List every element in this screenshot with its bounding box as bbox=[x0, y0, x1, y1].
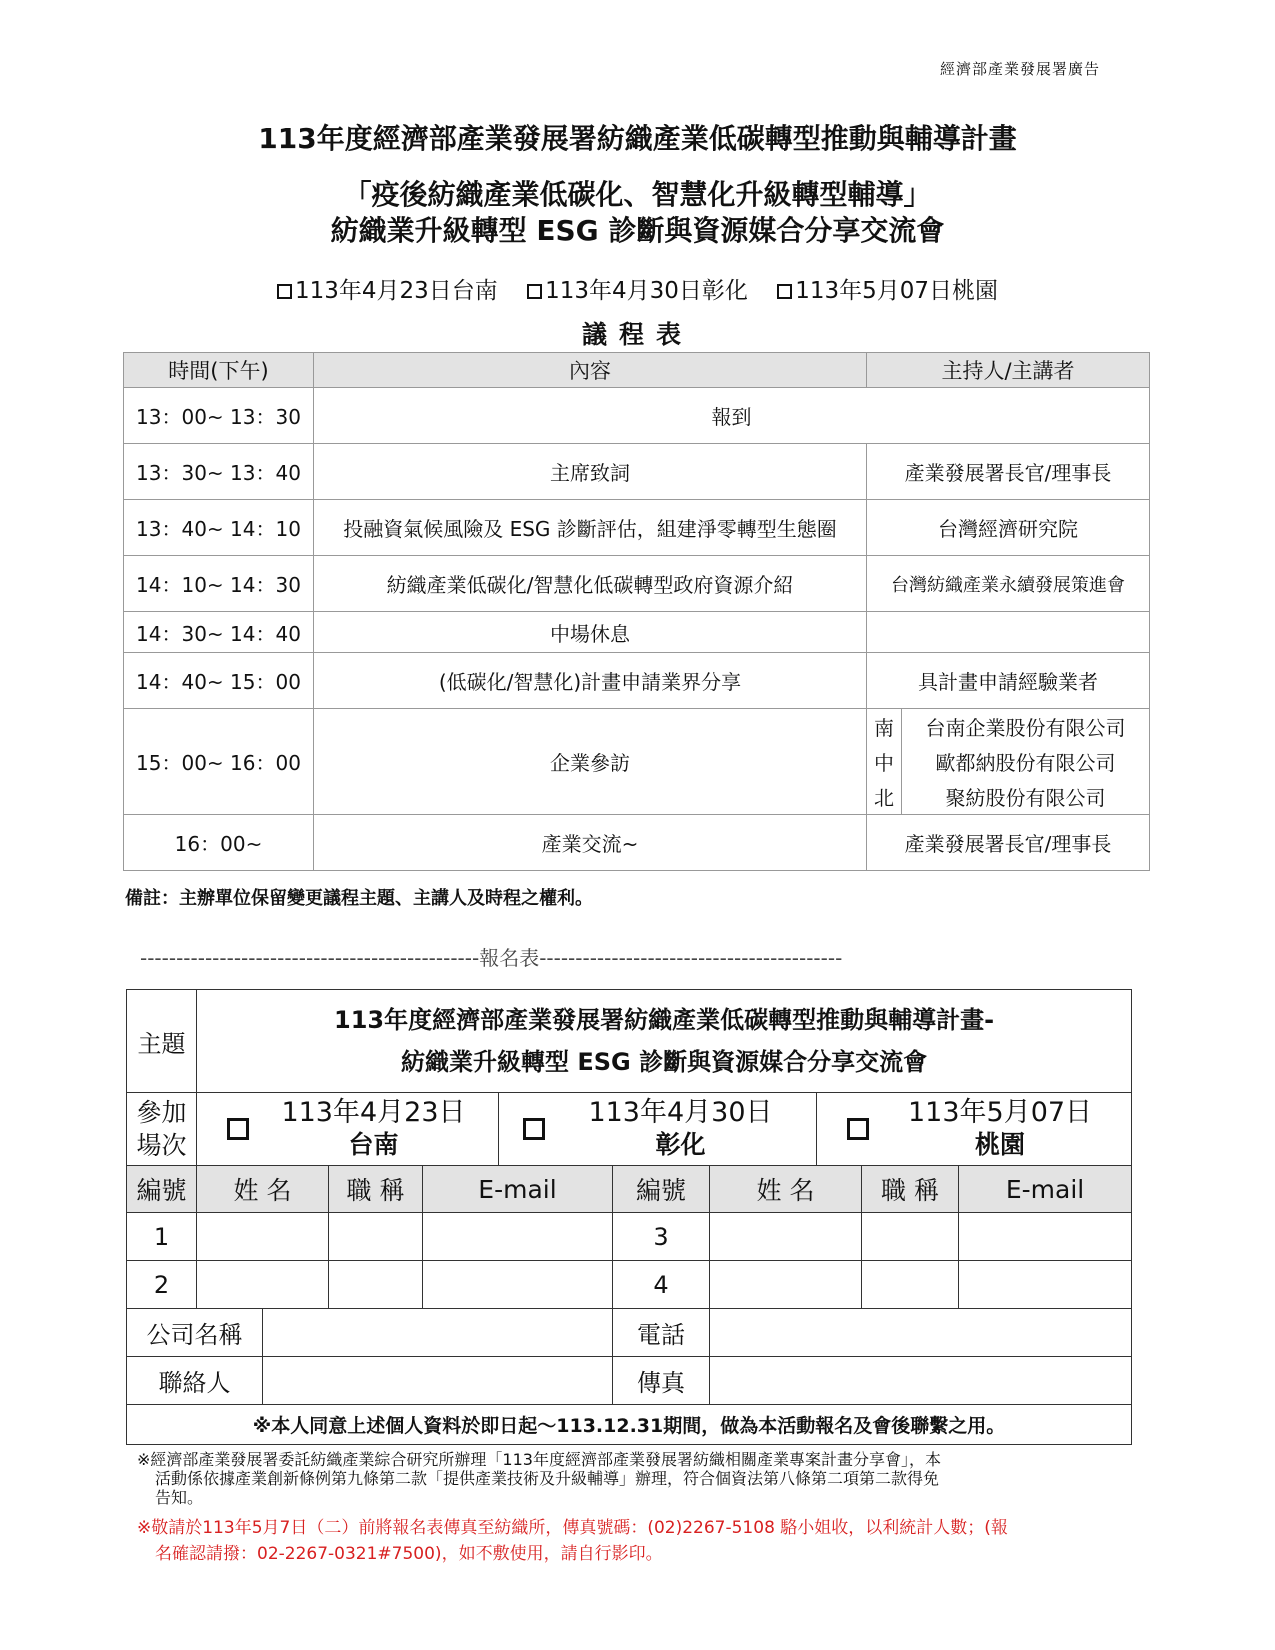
session-choice-tainan[interactable] bbox=[197, 1093, 499, 1165]
session-label: 113年5月07日桃園 bbox=[795, 278, 999, 304]
row-number: 3 bbox=[613, 1213, 710, 1261]
contact-label: 聯絡人 bbox=[127, 1357, 263, 1405]
session-row bbox=[127, 1093, 1132, 1166]
agenda-time: 16：00~ bbox=[124, 815, 314, 871]
fax-field[interactable] bbox=[710, 1357, 1132, 1405]
row-number: 2 bbox=[127, 1261, 197, 1309]
agenda-table bbox=[123, 352, 1150, 871]
contact-field[interactable] bbox=[263, 1357, 613, 1405]
name-field[interactable] bbox=[197, 1261, 329, 1309]
col-number: 編號 bbox=[613, 1166, 710, 1213]
fax-label: 傳真 bbox=[613, 1357, 710, 1405]
agenda-time: 13：40~ 14：10 bbox=[124, 500, 314, 556]
col-title: 職 稱 bbox=[862, 1166, 959, 1213]
agenda-row bbox=[124, 556, 1150, 612]
company-row bbox=[127, 1309, 1132, 1357]
phone-label: 電話 bbox=[613, 1309, 710, 1357]
visit-region: 北 bbox=[867, 779, 902, 814]
agenda-time: 15：00~ 16：00 bbox=[124, 709, 314, 815]
agenda-content: 中場休息 bbox=[314, 612, 867, 653]
col-email: E-mail bbox=[959, 1166, 1132, 1213]
agenda-row bbox=[124, 815, 1150, 871]
visit-company: 台南企業股份有限公司 bbox=[925, 716, 1126, 740]
session-option-tainan[interactable] bbox=[277, 278, 498, 304]
col-number: 編號 bbox=[127, 1166, 197, 1213]
session-city: 桃園 bbox=[975, 1130, 1026, 1159]
session-label: 參加場次 bbox=[127, 1093, 197, 1166]
subject-line-1: 113年度經濟部產業發展署紡織產業低碳轉型推動與輔導計畫- bbox=[334, 1006, 995, 1034]
header-time: 時間(下午) bbox=[124, 353, 314, 388]
agenda-host: 產業發展署長官/理事長 bbox=[867, 815, 1150, 871]
contact-row bbox=[127, 1357, 1132, 1405]
name-field[interactable] bbox=[710, 1261, 862, 1309]
title-field[interactable] bbox=[862, 1261, 959, 1309]
registration-form bbox=[126, 989, 1132, 1445]
col-name: 姓 名 bbox=[197, 1166, 329, 1213]
email-field[interactable] bbox=[423, 1261, 613, 1309]
footnote-line: ※敬請於113年5月7日（二）前將報名表傳真至紡織所，傳真號碼：(02)2267-5108 駱小姐收，以利統計人數；(報 bbox=[137, 1518, 1008, 1538]
session-city: 彰化 bbox=[655, 1130, 706, 1159]
subtitle-event: 紡織業升級轉型 ESG 診斷與資源媒合分享交流會 bbox=[330, 214, 945, 247]
agenda-row bbox=[124, 500, 1150, 556]
col-name: 姓 名 bbox=[710, 1166, 862, 1213]
attendee-row bbox=[127, 1213, 1132, 1261]
name-field[interactable] bbox=[710, 1213, 862, 1261]
session-date: 113年4月23日 bbox=[281, 1097, 466, 1128]
registration-divider: -----------------------------------------------報名表------------------------------------------ bbox=[140, 946, 843, 970]
consent-row bbox=[127, 1405, 1132, 1445]
checkbox-icon[interactable] bbox=[523, 1118, 545, 1140]
subtitle-program: 「疫後紡織產業低碳化、智慧化升級轉型輔導」 bbox=[343, 178, 932, 211]
checkbox-icon[interactable] bbox=[847, 1118, 869, 1140]
agenda-host: 具計畫申請經驗業者 bbox=[867, 653, 1150, 709]
footnote-line: ※經濟部產業發展署委託紡織產業綜合研究所辦理「113年度經濟部產業發展署紡織相關產業專案計畫分享會」，本 bbox=[137, 1450, 941, 1469]
agenda-row bbox=[124, 653, 1150, 709]
title-field[interactable] bbox=[862, 1213, 959, 1261]
agenda-header-row bbox=[124, 353, 1150, 388]
agenda-content: 產業交流~ bbox=[314, 815, 867, 871]
header-host: 主持人/主講者 bbox=[867, 353, 1150, 388]
session-choices bbox=[197, 1093, 1132, 1166]
agenda-content: (低碳化/智慧化)計畫申請業界分享 bbox=[314, 653, 867, 709]
header-content: 內容 bbox=[314, 353, 867, 388]
email-field[interactable] bbox=[423, 1213, 613, 1261]
company-field[interactable] bbox=[263, 1309, 613, 1357]
phone-field[interactable] bbox=[710, 1309, 1132, 1357]
agenda-title: 議程表 bbox=[581, 320, 693, 349]
main-title: 113年度經濟部產業發展署紡織產業低碳轉型推動與輔導計畫 bbox=[258, 122, 1017, 155]
agenda-content: 報到 bbox=[314, 388, 1150, 444]
attendee-row bbox=[127, 1261, 1132, 1309]
checkbox-icon[interactable] bbox=[527, 284, 542, 299]
footnote-line: 活動係依據產業創新條例第九條第二款「提供產業技術及升級輔導」辦理，符合個資法第八條第二項第二款得免 bbox=[155, 1469, 940, 1488]
agenda-time: 14：10~ 14：30 bbox=[124, 556, 314, 612]
agenda-row bbox=[124, 444, 1150, 500]
visit-list bbox=[867, 709, 1149, 814]
row-number: 4 bbox=[613, 1261, 710, 1309]
agenda-row bbox=[124, 388, 1150, 444]
agenda-content: 主席致詞 bbox=[314, 444, 867, 500]
session-city: 台南 bbox=[348, 1130, 399, 1159]
session-label: 113年4月30日彰化 bbox=[545, 278, 748, 304]
footnote-fax-instructions bbox=[137, 1515, 1117, 1567]
visit-company: 歐都納股份有限公司 bbox=[935, 751, 1116, 775]
agenda-time: 14：30~ 14：40 bbox=[124, 612, 314, 653]
title-field[interactable] bbox=[329, 1213, 423, 1261]
footnote-line: 名確認請撥：02-2267-0321#7500)，如不敷使用，請自行影印。 bbox=[155, 1544, 663, 1564]
attendee-header-row bbox=[127, 1166, 1132, 1213]
col-email: E-mail bbox=[423, 1166, 613, 1213]
checkbox-icon[interactable] bbox=[777, 284, 792, 299]
session-date: 113年5月07日 bbox=[907, 1097, 1093, 1128]
email-field[interactable] bbox=[959, 1213, 1132, 1261]
agenda-content: 投融資氣候風險及 ESG 診斷評估，組建淨零轉型生態圈 bbox=[314, 500, 867, 556]
subject-row bbox=[127, 990, 1132, 1093]
agenda-row bbox=[124, 709, 1150, 815]
checkbox-icon[interactable] bbox=[227, 1118, 249, 1140]
agenda-content: 紡織產業低碳化/智慧化低碳轉型政府資源介紹 bbox=[314, 556, 867, 612]
agenda-content: 企業參訪 bbox=[314, 709, 867, 815]
subject-line-2: 紡織業升級轉型 ESG 診斷與資源媒合分享交流會 bbox=[400, 1048, 928, 1076]
session-option-changhua[interactable] bbox=[527, 278, 748, 304]
session-options bbox=[0, 272, 1275, 305]
agenda-time: 13：30~ 13：40 bbox=[124, 444, 314, 500]
agenda-host: 台灣經濟研究院 bbox=[867, 500, 1150, 556]
advertiser-tag: 經濟部產業發展署廣告 bbox=[940, 60, 1101, 78]
session-choice-changhua[interactable] bbox=[499, 1093, 817, 1165]
agenda-time: 13：00~ 13：30 bbox=[124, 388, 314, 444]
consent-text: ※本人同意上述個人資料於即日起～113.12.31期間，做為本活動報名及會後聯繫之用。 bbox=[127, 1405, 1132, 1445]
checkbox-icon[interactable] bbox=[277, 284, 292, 299]
agenda-host: 產業發展署長官/理事長 bbox=[867, 444, 1150, 500]
title-field[interactable] bbox=[329, 1261, 423, 1309]
visit-company: 聚紡股份有限公司 bbox=[945, 786, 1106, 810]
agenda-time: 14：40~ 15：00 bbox=[124, 653, 314, 709]
subject-value bbox=[197, 990, 1132, 1093]
agenda-row bbox=[124, 612, 1150, 653]
agenda-visit-companies bbox=[867, 709, 1150, 815]
footnote-line: 告知。 bbox=[155, 1488, 204, 1507]
visit-region: 南 bbox=[867, 709, 902, 744]
agenda-host bbox=[867, 612, 1150, 653]
agenda-note: 備註：主辦單位保留變更議程主題、主講人及時程之權利。 bbox=[125, 888, 593, 909]
company-label: 公司名稱 bbox=[127, 1309, 263, 1357]
visit-region: 中 bbox=[867, 744, 902, 779]
email-field[interactable] bbox=[959, 1261, 1132, 1309]
col-title: 職 稱 bbox=[329, 1166, 423, 1213]
row-number: 1 bbox=[127, 1213, 197, 1261]
agenda-host: 台灣紡織產業永續發展策進會 bbox=[867, 556, 1150, 612]
subject-label: 主題 bbox=[127, 990, 197, 1093]
session-option-taoyuan[interactable] bbox=[777, 278, 998, 304]
session-choice-taoyuan[interactable] bbox=[817, 1093, 1131, 1165]
name-field[interactable] bbox=[197, 1213, 329, 1261]
session-date: 113年4月30日 bbox=[588, 1097, 773, 1128]
footnote-legal bbox=[137, 1450, 1137, 1507]
session-label: 113年4月23日台南 bbox=[294, 278, 498, 304]
